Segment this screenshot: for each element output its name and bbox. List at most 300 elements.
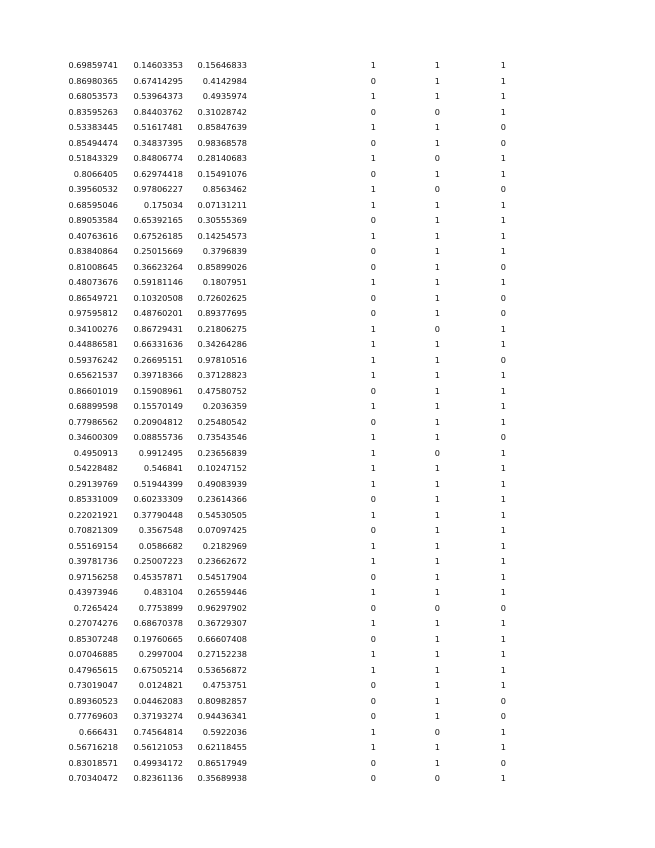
table-cell: 0.7753899 <box>138 602 183 613</box>
table-cell: 0.10247152 <box>197 463 247 473</box>
table-cell: 1 <box>434 91 440 101</box>
table-cell: 1 <box>500 773 506 783</box>
table-cell: 1 <box>500 199 506 210</box>
table-cell: 0.54530505 <box>197 509 247 520</box>
table-row <box>0 694 655 710</box>
table-cell: 0.56121053 <box>133 742 183 752</box>
table-cell: 1 <box>434 757 440 768</box>
table-cell: 0.2997004 <box>138 649 183 659</box>
table-row <box>0 585 655 601</box>
table-cell: 1 <box>500 463 506 473</box>
table-cell: 0.30555369 <box>197 215 247 225</box>
table-cell: 1 <box>370 122 376 132</box>
table-cell: 0.97806227 <box>133 184 183 194</box>
table-cell: 0.67505214 <box>133 664 183 675</box>
table-cell: 0.77769603 <box>68 711 118 721</box>
table-cell: 0.70340472 <box>68 773 118 783</box>
table-cell: 1 <box>370 277 376 287</box>
table-cell: 0.97810516 <box>197 354 247 365</box>
table-cell: 1 <box>500 60 506 70</box>
table-cell: 1 <box>500 215 506 225</box>
table-cell: 0.15646833 <box>197 60 247 70</box>
table-cell: 0.23614366 <box>197 494 247 504</box>
table-row <box>0 229 655 245</box>
table-cell: 1 <box>434 478 440 489</box>
table-cell: 1 <box>434 540 440 551</box>
table-cell: 1 <box>370 401 376 411</box>
table-cell: 1 <box>500 75 506 86</box>
table-cell: 0.483104 <box>143 587 183 597</box>
table-cell: 0.7265424 <box>73 602 118 613</box>
table-cell: 0.40763616 <box>68 230 118 241</box>
table-cell: 0.07097425 <box>197 525 247 535</box>
table-cell: 1 <box>500 726 506 737</box>
table-cell: 0.73019047 <box>68 680 118 690</box>
table-row <box>0 213 655 229</box>
table-cell: 0.34837395 <box>133 137 183 148</box>
table-cell: 0.175034 <box>143 199 183 210</box>
table-cell: 0.666431 <box>78 726 118 737</box>
table-cell: 0.81008645 <box>68 261 118 272</box>
table-cell: 0.83018571 <box>68 757 118 768</box>
table-cell: 0.3796839 <box>202 246 247 256</box>
table-cell: 1 <box>434 525 440 535</box>
table-cell: 1 <box>434 571 440 582</box>
table-cell: 0.34264286 <box>197 339 247 349</box>
table-cell: 0 <box>370 773 376 783</box>
table-row <box>0 260 655 276</box>
table-cell: 0.10320508 <box>133 292 183 303</box>
table-cell: 0.85331009 <box>68 494 118 504</box>
table-row <box>0 678 655 694</box>
table-cell: 0.80982857 <box>197 695 247 706</box>
table-cell: 0.60233309 <box>133 494 183 504</box>
table-cell: 1 <box>500 168 506 179</box>
table-cell: 1 <box>434 370 440 380</box>
table-cell: 0 <box>370 571 376 582</box>
table-cell: 0.23656839 <box>197 447 247 458</box>
table-cell: 1 <box>370 370 376 380</box>
table-cell: 0.4142984 <box>202 75 247 86</box>
table-cell: 0.34100276 <box>68 323 118 334</box>
table-cell: 0 <box>500 711 506 721</box>
table-cell: 0 <box>370 416 376 427</box>
table-cell: 0.69859741 <box>68 60 118 70</box>
table-cell: 0 <box>370 680 376 690</box>
table-cell: 0.77986562 <box>68 416 118 427</box>
table-cell: 0 <box>500 261 506 272</box>
table-cell: 0.28140683 <box>197 153 247 163</box>
table-cell: 0.70821309 <box>68 525 118 535</box>
table-cell: 1 <box>500 416 506 427</box>
table-cell: 0 <box>500 292 506 303</box>
table-cell: 0.9912495 <box>138 447 183 458</box>
table-cell: 1 <box>434 556 440 566</box>
table-cell: 0.72602625 <box>197 292 247 303</box>
table-cell: 1 <box>500 587 506 597</box>
table-row <box>0 167 655 183</box>
table-cell: 0.8563462 <box>202 184 247 194</box>
table-cell: 0.0586682 <box>138 540 183 551</box>
table-row <box>0 539 655 555</box>
table-cell: 0.53383445 <box>68 122 118 132</box>
table-cell: 0.4950913 <box>73 447 118 458</box>
table-row <box>0 663 655 679</box>
table-cell: 1 <box>500 509 506 520</box>
table-cell: 0.97595812 <box>68 308 118 318</box>
table-cell: 0.67526185 <box>133 230 183 241</box>
table-row <box>0 492 655 508</box>
table-cell: 0.48073676 <box>68 277 118 287</box>
table-cell: 0.49934172 <box>133 757 183 768</box>
table-cell: 0.1807951 <box>202 277 247 287</box>
table-row <box>0 570 655 586</box>
table-cell: 0.89053584 <box>68 215 118 225</box>
table-cell: 0.4935974 <box>202 91 247 101</box>
table-cell: 1 <box>434 463 440 473</box>
table-cell: 0 <box>370 215 376 225</box>
table-row <box>0 151 655 167</box>
table-cell: 0.98368578 <box>197 137 247 148</box>
table-cell: 0 <box>370 106 376 117</box>
table-cell: 0.39781736 <box>68 556 118 566</box>
table-cell: 0.22021921 <box>68 509 118 520</box>
table-row <box>0 198 655 214</box>
table-cell: 1 <box>500 370 506 380</box>
table-cell: 1 <box>434 633 440 644</box>
table-cell: 1 <box>434 354 440 365</box>
table-cell: 0 <box>500 757 506 768</box>
table-cell: 1 <box>370 184 376 194</box>
table-cell: 0.56716218 <box>68 742 118 752</box>
table-cell: 1 <box>434 137 440 148</box>
table-cell: 0.27074276 <box>68 618 118 628</box>
table-cell: 0 <box>370 168 376 179</box>
table-cell: 1 <box>434 618 440 628</box>
table-cell: 0 <box>434 106 440 117</box>
table-cell: 0.49083939 <box>197 478 247 489</box>
table-cell: 1 <box>434 199 440 210</box>
table-cell: 0.25007223 <box>133 556 183 566</box>
table-row <box>0 337 655 353</box>
table-cell: 1 <box>370 478 376 489</box>
table-cell: 0 <box>500 137 506 148</box>
table-cell: 0.07046885 <box>68 649 118 659</box>
table-cell: 0.86980365 <box>68 75 118 86</box>
table-cell: 1 <box>434 246 440 256</box>
table-cell: 0.43973946 <box>68 587 118 597</box>
table-cell: 0.35689938 <box>197 773 247 783</box>
table-cell: 1 <box>500 277 506 287</box>
table-row <box>0 306 655 322</box>
table-cell: 0.86549721 <box>68 292 118 303</box>
table-cell: 1 <box>370 432 376 442</box>
table-cell: 1 <box>370 60 376 70</box>
table-cell: 0 <box>370 246 376 256</box>
table-row <box>0 384 655 400</box>
table-cell: 0.3567548 <box>138 525 183 535</box>
table-cell: 0.21806275 <box>197 323 247 334</box>
table-cell: 0 <box>370 137 376 148</box>
table-cell: 1 <box>500 571 506 582</box>
table-cell: 0 <box>500 184 506 194</box>
table-cell: 1 <box>500 230 506 241</box>
table-cell: 1 <box>500 401 506 411</box>
table-cell: 1 <box>370 91 376 101</box>
table-cell: 0.55169154 <box>68 540 118 551</box>
table-row <box>0 632 655 648</box>
table-row <box>0 74 655 90</box>
table-cell: 0.2036359 <box>202 401 247 411</box>
table-cell: 0.47580752 <box>197 385 247 396</box>
table-cell: 0.59376242 <box>68 354 118 365</box>
table-cell: 1 <box>500 540 506 551</box>
table-cell: 1 <box>500 649 506 659</box>
table-cell: 1 <box>370 509 376 520</box>
table-row <box>0 430 655 446</box>
table-cell: 0 <box>370 695 376 706</box>
table-cell: 0.53964373 <box>133 91 183 101</box>
table-cell: 0.19760665 <box>133 633 183 644</box>
table-cell: 0.15908961 <box>133 385 183 396</box>
table-cell: 1 <box>434 695 440 706</box>
table-cell: 1 <box>434 122 440 132</box>
table-cell: 1 <box>434 75 440 86</box>
table-cell: 0.82361136 <box>133 773 183 783</box>
table-cell: 1 <box>500 664 506 675</box>
table-cell: 0.36623264 <box>133 261 183 272</box>
table-cell: 0.27152238 <box>197 649 247 659</box>
table-cell: 0.07131211 <box>197 199 247 210</box>
table-cell: 0.53656872 <box>197 664 247 675</box>
table-cell: 0.59181146 <box>133 277 183 287</box>
table-cell: 1 <box>370 354 376 365</box>
table-cell: 1 <box>370 199 376 210</box>
table-cell: 1 <box>434 339 440 349</box>
table-cell: 0.4753751 <box>202 680 247 690</box>
table-row <box>0 647 655 663</box>
table-row <box>0 89 655 105</box>
table-cell: 0.08855736 <box>133 432 183 442</box>
table-cell: 1 <box>370 323 376 334</box>
table-cell: 0 <box>370 75 376 86</box>
table-row <box>0 461 655 477</box>
table-cell: 0 <box>370 757 376 768</box>
table-cell: 0 <box>370 711 376 721</box>
table-row <box>0 368 655 384</box>
table-cell: 0.26559446 <box>197 587 247 597</box>
table-row <box>0 275 655 291</box>
table-cell: 0.65621537 <box>68 370 118 380</box>
table-cell: 0.84403762 <box>133 106 183 117</box>
table-cell: 1 <box>434 587 440 597</box>
table-cell: 0.67414295 <box>133 75 183 86</box>
table-cell: 0.23662672 <box>197 556 247 566</box>
table-cell: 0 <box>500 695 506 706</box>
table-row <box>0 756 655 772</box>
table-cell: 1 <box>434 649 440 659</box>
table-row <box>0 477 655 493</box>
table-cell: 1 <box>370 618 376 628</box>
table-cell: 1 <box>434 432 440 442</box>
table-row <box>0 291 655 307</box>
table-cell: 0.54228482 <box>68 463 118 473</box>
table-cell: 0.73543546 <box>197 432 247 442</box>
table-cell: 0.54517904 <box>197 571 247 582</box>
table-cell: 0 <box>434 153 440 163</box>
table-cell: 0 <box>370 292 376 303</box>
table-row <box>0 244 655 260</box>
table-row <box>0 353 655 369</box>
table-cell: 0.74564814 <box>133 726 183 737</box>
table-cell: 1 <box>370 556 376 566</box>
table-cell: 1 <box>434 292 440 303</box>
table-cell: 0 <box>370 602 376 613</box>
table-cell: 1 <box>370 153 376 163</box>
table-cell: 0 <box>434 323 440 334</box>
table-cell: 0.66331636 <box>133 339 183 349</box>
table-cell: 1 <box>434 60 440 70</box>
table-cell: 0.36729307 <box>197 618 247 628</box>
table-cell: 0.15570149 <box>133 401 183 411</box>
table-row <box>0 399 655 415</box>
table-cell: 0 <box>370 494 376 504</box>
table-cell: 1 <box>500 556 506 566</box>
table-cell: 0.37128823 <box>197 370 247 380</box>
table-cell: 0.68670378 <box>133 618 183 628</box>
table-cell: 0.68053573 <box>68 91 118 101</box>
table-cell: 1 <box>434 509 440 520</box>
table-cell: 0 <box>500 308 506 318</box>
table-cell: 0.62118455 <box>197 742 247 752</box>
table-cell: 1 <box>370 742 376 752</box>
table-row <box>0 182 655 198</box>
table-cell: 0 <box>370 633 376 644</box>
table-cell: 0.2182969 <box>202 540 247 551</box>
table-cell: 0.20904812 <box>133 416 183 427</box>
table-cell: 0 <box>370 308 376 318</box>
table-cell: 0.89377695 <box>197 308 247 318</box>
table-cell: 0 <box>434 447 440 458</box>
table-cell: 0 <box>500 432 506 442</box>
table-cell: 0.25480542 <box>197 416 247 427</box>
table-row <box>0 322 655 338</box>
table-row <box>0 508 655 524</box>
table-cell: 1 <box>500 494 506 504</box>
table-cell: 1 <box>500 246 506 256</box>
table-cell: 0.68595046 <box>68 199 118 210</box>
table-cell: 1 <box>434 277 440 287</box>
table-cell: 0.97156258 <box>68 571 118 582</box>
table-cell: 1 <box>370 587 376 597</box>
table-cell: 0.8066405 <box>73 168 118 179</box>
table-row <box>0 709 655 725</box>
table-cell: 0.51944399 <box>133 478 183 489</box>
table-cell: 1 <box>500 618 506 628</box>
table-cell: 0 <box>500 354 506 365</box>
table-cell: 0.47965615 <box>68 664 118 675</box>
table-cell: 0.66607408 <box>197 633 247 644</box>
table-cell: 0 <box>434 726 440 737</box>
table-cell: 0.86517949 <box>197 757 247 768</box>
table-cell: 0.44886581 <box>68 339 118 349</box>
table-cell: 1 <box>500 680 506 690</box>
table-cell: 1 <box>370 447 376 458</box>
table-cell: 1 <box>500 478 506 489</box>
table-cell: 1 <box>500 91 506 101</box>
table-cell: 1 <box>434 168 440 179</box>
table-cell: 1 <box>370 463 376 473</box>
table-cell: 1 <box>434 215 440 225</box>
table-cell: 1 <box>370 540 376 551</box>
table-cell: 0.546841 <box>143 463 183 473</box>
table-cell: 0.31028742 <box>197 106 247 117</box>
table-cell: 1 <box>500 742 506 752</box>
table-cell: 0.37193274 <box>133 711 183 721</box>
table-cell: 0 <box>370 261 376 272</box>
table-cell: 0.15491076 <box>197 168 247 179</box>
table-cell: 0.85899026 <box>197 261 247 272</box>
table-cell: 0.48760201 <box>133 308 183 318</box>
table-cell: 1 <box>500 525 506 535</box>
table-cell: 0.62974418 <box>133 168 183 179</box>
table-cell: 0.51617481 <box>133 122 183 132</box>
table-cell: 1 <box>370 649 376 659</box>
table-cell: 0.85494474 <box>68 137 118 148</box>
table-cell: 0.29139769 <box>68 478 118 489</box>
table-cell: 1 <box>370 664 376 675</box>
table-row <box>0 616 655 632</box>
table-row <box>0 740 655 756</box>
table-row <box>0 771 655 787</box>
table-cell: 0.04462083 <box>133 695 183 706</box>
table-cell: 0.68899598 <box>68 401 118 411</box>
table-row <box>0 725 655 741</box>
table-cell: 0.14254573 <box>197 230 247 241</box>
table-cell: 0.86601019 <box>68 385 118 396</box>
table-cell: 0.65392165 <box>133 215 183 225</box>
table-row <box>0 136 655 152</box>
table-row <box>0 523 655 539</box>
table-cell: 1 <box>370 726 376 737</box>
table-cell: 0.14603353 <box>133 60 183 70</box>
table-cell: 0.85847639 <box>197 122 247 132</box>
table-cell: 1 <box>434 261 440 272</box>
table-cell: 1 <box>434 308 440 318</box>
table-cell: 0.0124821 <box>138 680 183 690</box>
table-cell: 1 <box>434 664 440 675</box>
table-cell: 1 <box>500 385 506 396</box>
table-cell: 1 <box>500 447 506 458</box>
table-row <box>0 58 655 74</box>
table-cell: 1 <box>434 680 440 690</box>
table-row <box>0 415 655 431</box>
table-cell: 1 <box>370 230 376 241</box>
table-cell: 0 <box>434 773 440 783</box>
table-row <box>0 601 655 617</box>
table-cell: 1 <box>500 153 506 163</box>
table-row <box>0 446 655 462</box>
data-table <box>0 58 655 787</box>
table-cell: 0 <box>434 602 440 613</box>
table-cell: 0 <box>500 602 506 613</box>
table-cell: 0 <box>370 385 376 396</box>
table-row <box>0 105 655 121</box>
table-cell: 0 <box>434 184 440 194</box>
table-cell: 0.94436341 <box>197 711 247 721</box>
table-cell: 0.96297902 <box>197 602 247 613</box>
table-cell: 1 <box>500 339 506 349</box>
